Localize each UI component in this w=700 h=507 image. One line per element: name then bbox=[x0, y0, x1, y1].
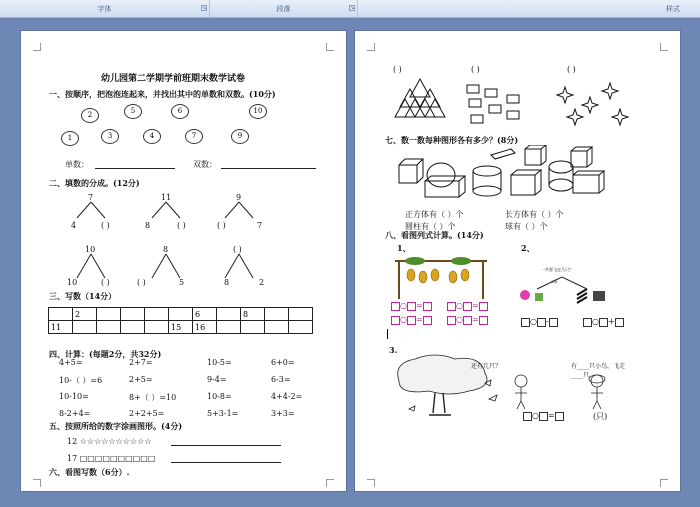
equation-boxes-1a[interactable]: ○ = bbox=[391, 301, 432, 311]
speech-bubble-1: 还有几只？ bbox=[471, 363, 502, 370]
bubble: 3 bbox=[101, 129, 119, 144]
calc-item[interactable]: 6+0= bbox=[271, 358, 295, 367]
calc-item[interactable]: 3+3= bbox=[271, 409, 295, 418]
calc-item[interactable]: 2+5= bbox=[129, 375, 153, 384]
grid-cell[interactable] bbox=[217, 308, 241, 321]
page-corner-mark bbox=[33, 479, 41, 487]
grid-cell[interactable] bbox=[97, 321, 121, 334]
grid-cell[interactable]: 8 bbox=[241, 308, 265, 321]
calc-item[interactable]: 4+5= bbox=[59, 358, 83, 367]
solids-image bbox=[395, 145, 625, 203]
grid-cell[interactable]: 6 bbox=[193, 308, 217, 321]
bubble: 5 bbox=[124, 104, 142, 119]
count-cylinder[interactable]: 圆柱有（ ）个 bbox=[405, 222, 456, 231]
bubble: 9 bbox=[231, 129, 249, 144]
split-top: 10 bbox=[85, 245, 96, 254]
even-label: 双数： bbox=[193, 160, 217, 169]
section-2-heading: 二、填数的分成。(12分) bbox=[49, 178, 140, 188]
even-answer-line[interactable] bbox=[221, 168, 316, 169]
odd-label: 单数： bbox=[65, 160, 89, 169]
q2-caption: 一共要飞走几只？ bbox=[541, 267, 573, 272]
calc-item[interactable]: 10-（ ）=6 bbox=[59, 376, 103, 385]
split-right: 5 bbox=[179, 278, 185, 287]
page-corner-mark bbox=[367, 479, 375, 487]
answer-line[interactable] bbox=[171, 462, 281, 463]
section-8-heading: 八、看图列式计算。(14分) bbox=[385, 230, 484, 240]
split-trees bbox=[21, 186, 347, 306]
equation-boxes-1d[interactable]: ○ = bbox=[447, 315, 488, 325]
calc-item[interactable]: 9-4= bbox=[207, 375, 227, 384]
split-top[interactable]: ( ) bbox=[233, 245, 242, 254]
dialog-launcher-icon[interactable]: ↘ bbox=[202, 5, 207, 11]
page-corner-mark bbox=[33, 43, 41, 51]
split-top: 11 bbox=[161, 193, 172, 202]
number-grid bbox=[48, 307, 313, 334]
split-top: 9 bbox=[236, 193, 242, 202]
odd-answer-line[interactable] bbox=[95, 168, 175, 169]
answer-parens[interactable]: ( ) bbox=[567, 65, 576, 74]
answer-parens[interactable]: ( ) bbox=[471, 65, 480, 74]
split-right[interactable]: ( ) bbox=[101, 221, 110, 230]
split-left: 10 bbox=[67, 278, 78, 287]
answer-parens[interactable]: ( ) bbox=[393, 65, 402, 74]
calc-item[interactable]: 2+7= bbox=[129, 358, 153, 367]
calc-item[interactable]: 2+2+5= bbox=[129, 409, 165, 418]
page-left[interactable] bbox=[20, 30, 347, 492]
ribbon-group-font[interactable] bbox=[0, 0, 210, 18]
grid-cell[interactable] bbox=[73, 321, 97, 334]
grid-cell[interactable] bbox=[289, 321, 313, 334]
equation-boxes-3[interactable]: ○ = bbox=[523, 411, 564, 421]
equation-boxes-2b[interactable]: ○ + bbox=[583, 317, 624, 327]
bubble: 1 bbox=[61, 131, 79, 146]
grid-cell[interactable] bbox=[49, 308, 73, 321]
question-1-label: 1、 bbox=[397, 243, 411, 253]
shape-groups-image bbox=[385, 77, 665, 127]
section-6-heading: 六、看图写数（6分）. bbox=[49, 467, 130, 477]
grid-cell[interactable]: 11 bbox=[49, 321, 73, 334]
calc-item[interactable]: 10-8= bbox=[207, 392, 232, 401]
split-top: 7 bbox=[88, 193, 94, 202]
calc-item[interactable]: 8+（ ）=10 bbox=[129, 393, 177, 402]
split-right: 2 bbox=[259, 278, 265, 287]
bubble: 2 bbox=[81, 108, 99, 123]
section-4-heading: 四、计算：(每题2分，共32分) bbox=[49, 349, 162, 359]
grid-cell[interactable] bbox=[241, 321, 265, 334]
gourd-trellis-image bbox=[391, 255, 491, 299]
grid-cell[interactable] bbox=[217, 321, 241, 334]
grid-cell[interactable]: 16 bbox=[193, 321, 217, 334]
split-left: 8 bbox=[145, 221, 151, 230]
page-corner-mark bbox=[326, 479, 334, 487]
grid-cell[interactable] bbox=[169, 308, 193, 321]
children-image bbox=[505, 371, 625, 411]
page-corner-mark bbox=[367, 43, 375, 51]
ribbon-group-paragraph-label: 段落 bbox=[276, 5, 291, 13]
split-left[interactable]: ( ) bbox=[137, 278, 146, 287]
grid-cell[interactable] bbox=[145, 321, 169, 334]
answer-line[interactable] bbox=[171, 445, 281, 446]
grid-cell[interactable] bbox=[265, 308, 289, 321]
page-corner-mark bbox=[660, 43, 668, 51]
speech-bubble-2: 有____只小鸟，飞走____只。 bbox=[571, 363, 626, 379]
ribbon-group-paragraph[interactable] bbox=[210, 0, 358, 18]
split-top: 8 bbox=[163, 245, 169, 254]
equation-boxes-1c[interactable]: ○ = bbox=[391, 315, 432, 325]
bubble: 7 bbox=[185, 129, 203, 144]
shape-line-squares[interactable]: 17 □□□□□□□□□□ bbox=[67, 454, 156, 463]
bubble: 4 bbox=[143, 129, 161, 144]
text-cursor bbox=[387, 329, 388, 339]
section-5-heading: 五、按照所给的数字涂画图形。(4分) bbox=[49, 421, 183, 431]
calc-item[interactable]: 5+3-1= bbox=[207, 409, 239, 418]
ribbon bbox=[0, 0, 700, 18]
grid-cell[interactable] bbox=[289, 308, 313, 321]
question-2-label: 2、 bbox=[521, 243, 535, 253]
split-right: 7 bbox=[257, 221, 263, 230]
equation-boxes-1b[interactable]: ○ = bbox=[447, 301, 488, 311]
count-sphere[interactable]: 球有（ ）个 bbox=[505, 222, 548, 231]
section-7-heading: 七、数一数每种图形各有多少？(8分) bbox=[385, 135, 519, 145]
answer-unit: (只) bbox=[593, 412, 608, 421]
page-right[interactable] bbox=[354, 30, 681, 492]
section-3-heading: 三、写数（14分） bbox=[49, 291, 117, 301]
grid-cell[interactable]: 2 bbox=[73, 308, 97, 321]
calc-item[interactable]: 4+4-2= bbox=[271, 392, 303, 401]
calc-item[interactable]: 10-10= bbox=[59, 392, 89, 401]
split-left: 8 bbox=[224, 278, 230, 287]
grid-cell[interactable] bbox=[97, 308, 121, 321]
flowers-image bbox=[517, 275, 617, 305]
question-3-label: 3. bbox=[389, 345, 398, 355]
equation-boxes-2a[interactable]: ○ - bbox=[521, 317, 558, 327]
ribbon-group-styles-label: 样式 bbox=[666, 5, 680, 13]
ribbon-group-font-label: 字体 bbox=[97, 5, 112, 13]
grid-cell[interactable] bbox=[121, 308, 145, 321]
grid-cell[interactable] bbox=[265, 321, 289, 334]
grid-cell[interactable]: 15 bbox=[169, 321, 193, 334]
dialog-launcher-icon[interactable]: ↘ bbox=[350, 5, 355, 11]
exam-title: 幼儿园第二学期学前班期末数学试卷 bbox=[101, 74, 246, 84]
grid-cell[interactable] bbox=[121, 321, 145, 334]
split-left[interactable]: ( ) bbox=[217, 221, 226, 230]
count-cube[interactable]: 正方体有（ ）个 bbox=[405, 210, 464, 219]
grid-cell[interactable] bbox=[145, 308, 169, 321]
bubble: 6 bbox=[171, 104, 189, 119]
count-cuboid[interactable]: 长方体有（ ）个 bbox=[505, 210, 564, 219]
split-right[interactable]: ( ) bbox=[177, 221, 186, 230]
calc-item[interactable]: 6-3= bbox=[271, 375, 291, 384]
calc-item[interactable]: 10-5= bbox=[207, 358, 232, 367]
split-right[interactable]: ( ) bbox=[101, 278, 110, 287]
split-left: 4 bbox=[71, 221, 77, 230]
section-1-heading: 一、按顺序，把泡泡连起来，并找出其中的单数和双数。(10分) bbox=[49, 89, 276, 99]
shape-line-stars[interactable]: 12 ☆☆☆☆☆☆☆☆☆☆ bbox=[67, 437, 152, 446]
ribbon-group-styles[interactable] bbox=[358, 0, 700, 18]
page-corner-mark bbox=[326, 43, 334, 51]
calc-item[interactable]: 8-2+4= bbox=[59, 409, 91, 418]
bubble: 10 bbox=[249, 104, 267, 119]
page-corner-mark bbox=[660, 479, 668, 487]
pot-label: 3朵 bbox=[551, 279, 558, 284]
